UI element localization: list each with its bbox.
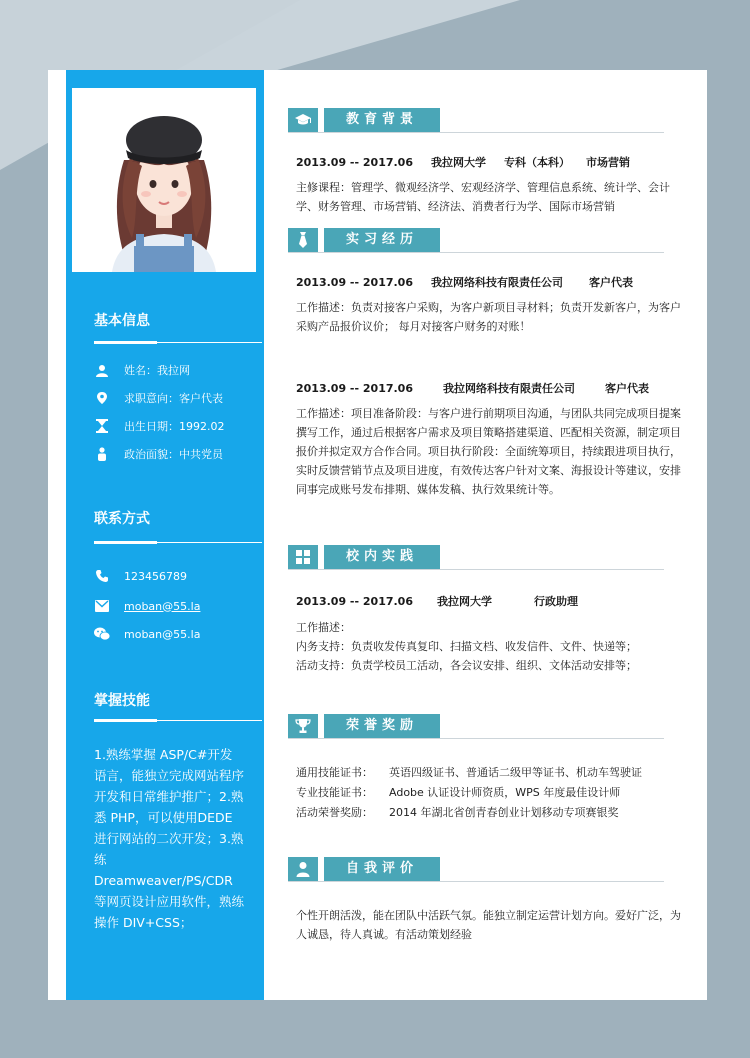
tie-icon [288,228,318,252]
campus-role: 行政助理 [534,595,578,608]
self-eval-title: 自我评价 [324,857,440,881]
info-name-text: 姓名：我拉网 [124,364,190,377]
skills-divider [94,720,262,721]
campus-school: 我拉网大学 [437,595,492,608]
trophy-icon [288,714,318,738]
honor-1-label: 通用技能证书： [296,766,373,779]
honor-2-label: 专业技能证书： [296,786,373,799]
skills-text: 1.熟练掌握 ASP/C#开发语言，能独立完成网站程序开发和日常维护推广；2.熟悉 PHP，可以使用DEDE 进行网站的二次开发；3.熟练Dreamweaver/PS/CDR等网页设计应用软件，熟练操作 DIV+CSS； [94,747,245,930]
campus-title: 校内实践 [324,545,440,569]
info-intention-text: 求职意向：客户代表 [124,392,223,405]
profile-photo [72,88,256,272]
mail-icon [94,598,110,614]
honors-title: 荣誉奖励 [324,714,440,738]
honor-3-value: 2014 年湖北省创青春创业计划移动专项赛银奖 [389,806,619,819]
sidebar [66,70,264,1000]
education-major: 市场营销 [586,156,630,169]
contact-title: 联系方式 [94,511,150,527]
contact-mail-link[interactable]: moban@55.la [124,599,201,613]
contact-divider [94,542,262,543]
contact-row-phone [94,566,187,586]
campus-line-2: 活动支持：负责学校员工活动，各会议安排、组织、文体活动安排等； [296,659,637,672]
basic-info-title: 基本信息 [94,313,150,329]
info-row-birth [94,416,225,436]
job-2-desc: 工作描述：项目准备阶段：与客户进行前期项目沟通，与团队共同完成项目提案撰写工作，通过后根据客户需求及项目策略搭建渠道、匹配相关资源，制定项目报价并拟定双方合作合同。项目执行阶段：全面统筹项目，持续跟进项目执行，实时反馈营销节点及项目进度，有效传达客户针对文案、海报设计等建议，安排同事完成账号发布排期、媒体发稿、执行效果统计等。 [296,407,681,496]
education-period: 2013.09 -- 2017.06 [296,156,413,169]
user-icon [94,362,110,378]
contact-wechat-text: moban@55.la [124,627,201,641]
campus-desc-label: 工作描述： [296,621,351,634]
campus-summary [296,593,578,609]
education-title: 教育背景 [324,108,440,132]
phone-icon [94,568,110,584]
honor-row-3 [296,804,619,820]
info-row-name [94,360,190,380]
info-row-political [94,444,223,464]
job-1-period: 2013.09 -- 2017.06 [296,276,413,289]
job-2-summary [296,380,649,396]
job-1-desc: 工作描述：负责对接客户采购，为客户新项目寻材料；负责开发新客户，为客户采购产品报价议价； 每月对接客户财务的对账！ [296,301,681,333]
job-1-summary [296,274,633,290]
education-school: 我拉网大学 [431,156,486,169]
education-degree: 专科（本科） [504,156,570,169]
person-icon [94,446,110,462]
graduation-cap-icon [288,108,318,132]
education-summary [296,154,630,170]
info-row-intention [94,388,223,408]
honor-row-1 [296,764,642,780]
job-2-role: 客户代表 [605,382,649,395]
honor-1-value: 英语四级证书、普通话二级甲等证书、机动车驾驶证 [389,766,642,779]
user-icon [288,857,318,881]
education-courses: 主修课程：管理学、微观经济学、宏观经济学、管理信息系统、统计学、会计学、财务管理、市场营销、经济法、消费者行为学、国际市场营销 [296,181,670,213]
job-2-period: 2013.09 -- 2017.06 [296,382,413,395]
basic-info-divider [94,342,262,343]
campus-period: 2013.09 -- 2017.06 [296,595,413,608]
campus-line-1: 内务支持：负责收发传真复印、扫描文档、收发信件、文件、快递等； [296,640,637,653]
job-1-company: 我拉网络科技有限责任公司 [431,276,563,289]
contact-row-mail [94,596,200,616]
honor-2-value: Adobe 认证设计师资质，WPS 年度最佳设计师 [389,786,621,799]
job-2-company: 我拉网络科技有限责任公司 [443,382,575,395]
hourglass-icon [94,418,110,434]
info-political-text: 政治面貌：中共党员 [124,448,223,461]
internship-title: 实习经历 [324,228,440,252]
contact-phone-text: 123456789 [124,569,187,583]
location-pin-icon [94,390,110,406]
contact-row-wechat [94,624,200,644]
honor-row-2 [296,784,620,800]
info-birth-text: 出生日期：1992.02 [124,420,225,433]
job-1-role: 客户代表 [589,276,633,289]
wechat-icon [94,626,110,642]
self-eval-text: 个性开朗活泼，能在团队中活跃气氛。能独立制定运营计划方向。爱好广泛，为人诚恳，待人真诚。有活动策划经验 [296,909,681,941]
skills-title: 掌握技能 [94,693,150,709]
honor-3-label: 活动荣誉奖励： [296,806,373,819]
windows-icon [288,545,318,569]
